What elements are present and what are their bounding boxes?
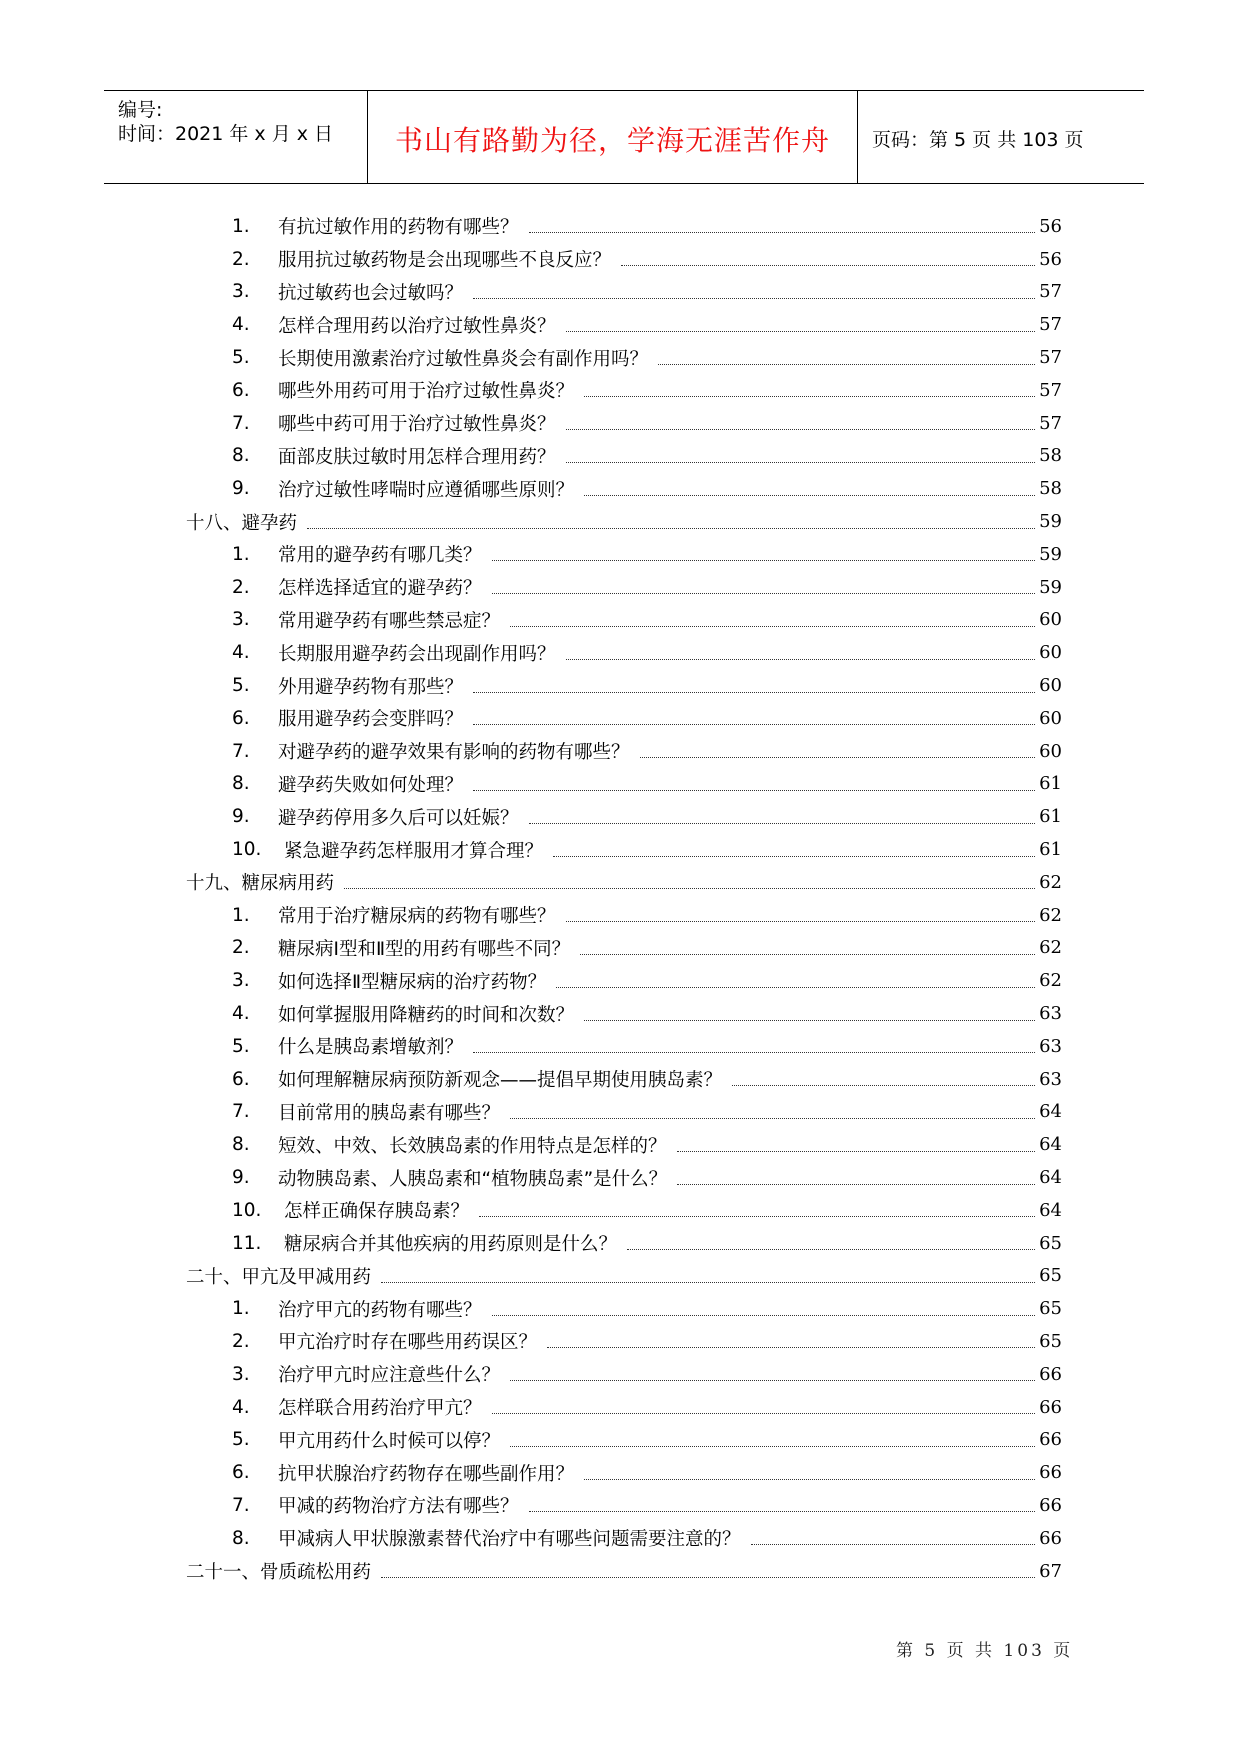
toc-leader-dots bbox=[677, 1150, 1036, 1152]
toc-page-number: 57 bbox=[1039, 314, 1062, 336]
toc-entry-number: 1. bbox=[232, 215, 250, 237]
toc-entry[interactable] bbox=[186, 636, 1062, 669]
toc-entry[interactable] bbox=[186, 341, 1062, 374]
toc-entry-title: 常用于治疗糖尿病的药物有哪些？ bbox=[278, 906, 556, 928]
document-time-label: 时间：2021 年 x 月 x 日 bbox=[118, 123, 334, 145]
toc-page-number: 59 bbox=[1039, 543, 1062, 565]
toc-entry[interactable] bbox=[186, 243, 1062, 276]
toc-leader-dots bbox=[381, 1281, 1035, 1283]
toc-entry[interactable] bbox=[186, 472, 1062, 505]
toc-entry[interactable] bbox=[186, 1161, 1062, 1194]
toc-entry[interactable] bbox=[186, 1128, 1062, 1161]
toc-section[interactable] bbox=[186, 1555, 1062, 1588]
toc-leader-dots bbox=[621, 264, 1035, 266]
toc-entry-number: 4. bbox=[232, 642, 250, 664]
toc-page-number: 62 bbox=[1039, 970, 1062, 992]
toc-entry[interactable] bbox=[186, 308, 1062, 341]
toc-entry[interactable] bbox=[186, 833, 1062, 866]
toc-leader-dots bbox=[627, 1248, 1035, 1250]
toc-leader-dots bbox=[566, 330, 1036, 332]
toc-leader-dots bbox=[584, 395, 1035, 397]
toc-entry-number: 8. bbox=[232, 1527, 250, 1549]
header-motto-cell bbox=[368, 91, 858, 183]
toc-entry[interactable] bbox=[186, 1325, 1062, 1358]
toc-entry-number: 4. bbox=[232, 1396, 250, 1418]
toc-entry[interactable] bbox=[186, 1522, 1062, 1555]
toc-entry[interactable] bbox=[186, 1358, 1062, 1391]
toc-entry-title: 服用避孕药会变胖吗？ bbox=[278, 709, 464, 731]
toc-page-number: 66 bbox=[1039, 1462, 1062, 1484]
toc-entry-title: 有抗过敏作用的药物有哪些？ bbox=[278, 217, 519, 239]
toc-entry[interactable] bbox=[186, 1292, 1062, 1325]
toc-entry-title: 避孕药停用多久后可以妊娠？ bbox=[278, 807, 519, 829]
toc-page-number: 63 bbox=[1039, 1035, 1062, 1057]
toc-page-number: 64 bbox=[1039, 1199, 1062, 1221]
toc-entry-number: 2. bbox=[232, 576, 250, 598]
toc-entry-number: 6. bbox=[232, 1462, 250, 1484]
toc-entry-number: 10. bbox=[232, 1199, 262, 1221]
toc-page-number: 57 bbox=[1039, 281, 1062, 303]
toc-entry-number: 3. bbox=[232, 281, 250, 303]
toc-entry-title: 如何选择Ⅱ型糖尿病的治疗药物？ bbox=[278, 971, 547, 993]
toc-entry-title: 十九、糖尿病用药 bbox=[186, 873, 335, 895]
toc-page-number: 58 bbox=[1039, 445, 1062, 467]
toc-page-number: 60 bbox=[1039, 740, 1062, 762]
toc-entry-number: 4. bbox=[232, 314, 250, 336]
toc-entry-title: 面部皮肤过敏时用怎样合理用药？ bbox=[278, 446, 556, 468]
toc-page-number: 58 bbox=[1039, 478, 1062, 500]
toc-entry[interactable] bbox=[186, 899, 1062, 932]
table-of-contents bbox=[186, 210, 1062, 1587]
toc-entry-title: 紧急避孕药怎样服用才算合理？ bbox=[284, 840, 544, 862]
toc-leader-dots bbox=[473, 691, 1035, 693]
toc-page-number: 60 bbox=[1039, 642, 1062, 664]
toc-page-number: 64 bbox=[1039, 1134, 1062, 1156]
toc-entry-title: 目前常用的胰岛素有哪些？ bbox=[278, 1102, 501, 1124]
toc-entry-title: 哪些中药可用于治疗过敏性鼻炎？ bbox=[278, 414, 556, 436]
toc-entry[interactable] bbox=[186, 538, 1062, 571]
toc-leader-dots bbox=[751, 1543, 1036, 1545]
page-header bbox=[104, 90, 1144, 184]
toc-entry[interactable] bbox=[186, 374, 1062, 407]
toc-entry-number: 8. bbox=[232, 445, 250, 467]
toc-page-number: 65 bbox=[1039, 1232, 1062, 1254]
header-page-cell bbox=[858, 91, 1144, 183]
toc-entry-number: 2. bbox=[232, 248, 250, 270]
toc-entry-title: 抗过敏药也会过敏吗？ bbox=[278, 282, 464, 304]
toc-entry[interactable] bbox=[186, 932, 1062, 965]
toc-page-number: 64 bbox=[1039, 1167, 1062, 1188]
toc-entry-number: 1. bbox=[232, 543, 250, 565]
toc-entry[interactable] bbox=[186, 276, 1062, 309]
toc-leader-dots bbox=[580, 953, 1035, 955]
toc-entry-title: 抗甲状腺治疗药物存在哪些副作用？ bbox=[278, 1463, 575, 1485]
toc-page-number: 66 bbox=[1039, 1527, 1062, 1549]
toc-page-number: 62 bbox=[1039, 871, 1062, 893]
toc-page-number: 65 bbox=[1039, 1298, 1062, 1320]
toc-entry-title: 甲亢治疗时存在哪些用药误区？ bbox=[278, 1332, 538, 1354]
toc-entry-number: 9. bbox=[232, 1167, 250, 1188]
toc-leader-dots bbox=[584, 1019, 1035, 1021]
toc-page-number: 63 bbox=[1039, 1003, 1062, 1025]
toc-page-number: 62 bbox=[1039, 937, 1062, 959]
toc-entry-number: 3. bbox=[232, 1363, 250, 1385]
toc-section[interactable] bbox=[186, 505, 1062, 538]
toc-entry[interactable] bbox=[186, 702, 1062, 735]
toc-leader-dots bbox=[553, 855, 1035, 857]
toc-leader-dots bbox=[584, 1478, 1035, 1480]
toc-leader-dots bbox=[473, 789, 1035, 791]
toc-page-number: 66 bbox=[1039, 1494, 1062, 1516]
toc-entry[interactable] bbox=[186, 440, 1062, 473]
toc-entry-number: 7. bbox=[232, 412, 250, 434]
toc-entry[interactable] bbox=[186, 571, 1062, 604]
toc-leader-dots bbox=[479, 1215, 1035, 1217]
toc-entry-title: 糖尿病Ⅰ型和Ⅱ型的用药有哪些不同？ bbox=[278, 938, 571, 960]
toc-entry-title: 二十一、骨质疏松用药 bbox=[186, 1562, 372, 1584]
toc-page-number: 59 bbox=[1039, 511, 1062, 533]
toc-leader-dots bbox=[492, 592, 1036, 594]
toc-entry-title: 动物胰岛素、人胰岛素和“植物胰岛素”是什么？ bbox=[278, 1168, 668, 1190]
toc-entry-number: 10. bbox=[232, 839, 262, 861]
toc-entry-number: 5. bbox=[232, 1035, 250, 1057]
toc-entry-number: 11. bbox=[232, 1232, 262, 1254]
toc-leader-dots bbox=[529, 822, 1036, 824]
toc-page-number: 66 bbox=[1039, 1396, 1062, 1418]
toc-leader-dots bbox=[307, 527, 1035, 529]
toc-entry-title: 避孕药失败如何处理？ bbox=[278, 774, 464, 796]
toc-entry[interactable] bbox=[186, 800, 1062, 833]
toc-entry-number: 5. bbox=[232, 347, 250, 369]
toc-page-number: 57 bbox=[1039, 412, 1062, 434]
toc-entry-title: 常用的避孕药有哪几类？ bbox=[278, 545, 482, 567]
toc-leader-dots bbox=[381, 1576, 1035, 1578]
toc-entry-title: 甲减的药物治疗方法有哪些？ bbox=[278, 1496, 519, 1518]
toc-leader-dots bbox=[556, 986, 1035, 988]
toc-entry-title: 常用避孕药有哪些禁忌症？ bbox=[278, 610, 501, 632]
toc-leader-dots bbox=[510, 1379, 1035, 1381]
toc-entry[interactable] bbox=[186, 964, 1062, 997]
toc-entry-title: 二十、甲亢及甲减用药 bbox=[186, 1266, 372, 1288]
toc-entry-number: 2. bbox=[232, 1330, 250, 1352]
toc-entry[interactable] bbox=[186, 735, 1062, 768]
toc-entry-title: 怎样正确保存胰岛素？ bbox=[284, 1201, 470, 1223]
toc-page-number: 59 bbox=[1039, 576, 1062, 598]
toc-entry[interactable] bbox=[186, 1030, 1062, 1063]
toc-entry[interactable] bbox=[186, 1489, 1062, 1522]
toc-entry[interactable] bbox=[186, 1227, 1062, 1260]
toc-leader-dots bbox=[473, 297, 1035, 299]
toc-leader-dots bbox=[529, 1510, 1036, 1512]
toc-entry-title: 短效、中效、长效胰岛素的作用特点是怎样的？ bbox=[278, 1135, 667, 1157]
toc-entry[interactable] bbox=[186, 407, 1062, 440]
toc-entry[interactable] bbox=[186, 669, 1062, 702]
toc-leader-dots bbox=[529, 231, 1036, 233]
toc-entry[interactable] bbox=[186, 1194, 1062, 1227]
toc-leader-dots bbox=[547, 1346, 1035, 1348]
toc-page-number: 65 bbox=[1039, 1265, 1062, 1287]
toc-entry-title: 怎样选择适宜的避孕药？ bbox=[278, 578, 482, 600]
toc-leader-dots bbox=[732, 1084, 1035, 1086]
toc-entry-number: 8. bbox=[232, 1134, 250, 1156]
toc-leader-dots bbox=[510, 1445, 1035, 1447]
toc-leader-dots bbox=[566, 461, 1036, 463]
toc-entry-title: 糖尿病合并其他疾病的用药原则是什么？ bbox=[284, 1234, 618, 1256]
toc-page-number: 65 bbox=[1039, 1330, 1062, 1352]
toc-entry[interactable] bbox=[186, 1456, 1062, 1489]
toc-entry-title: 甲减病人甲状腺激素替代治疗中有哪些问题需要注意的？ bbox=[278, 1529, 741, 1551]
toc-leader-dots bbox=[640, 756, 1036, 758]
toc-entry-number: 2. bbox=[232, 937, 250, 959]
toc-entry-title: 长期使用激素治疗过敏性鼻炎会有副作用吗？ bbox=[278, 348, 649, 370]
toc-leader-dots bbox=[510, 1117, 1035, 1119]
toc-entry-title: 长期服用避孕药会出现副作用吗？ bbox=[278, 643, 556, 665]
toc-entry-title: 甲亢用药什么时候可以停？ bbox=[278, 1430, 501, 1452]
toc-page-number: 61 bbox=[1039, 773, 1062, 795]
toc-leader-dots bbox=[492, 559, 1036, 561]
toc-entry-number: 7. bbox=[232, 740, 250, 762]
toc-entry-title: 治疗过敏性哮喘时应遵循哪些原则？ bbox=[278, 479, 575, 501]
toc-entry-title: 什么是胰岛素增敏剂？ bbox=[278, 1037, 464, 1059]
toc-entry[interactable] bbox=[186, 1391, 1062, 1424]
toc-leader-dots bbox=[566, 920, 1036, 922]
toc-page-number: 63 bbox=[1039, 1068, 1062, 1090]
toc-entry-number: 6. bbox=[232, 379, 250, 401]
toc-leader-dots bbox=[658, 363, 1035, 365]
toc-leader-dots bbox=[473, 1051, 1035, 1053]
toc-leader-dots bbox=[566, 658, 1036, 660]
toc-page-number: 56 bbox=[1039, 215, 1062, 237]
toc-entry-title: 外用避孕药物有那些？ bbox=[278, 676, 464, 698]
toc-entry-title: 治疗甲亢的药物有哪些？ bbox=[278, 1299, 482, 1321]
toc-leader-dots bbox=[584, 494, 1035, 496]
toc-entry[interactable] bbox=[186, 768, 1062, 801]
toc-page-number: 62 bbox=[1039, 904, 1062, 926]
toc-entry-number: 3. bbox=[232, 970, 250, 992]
toc-entry-number: 8. bbox=[232, 773, 250, 795]
header-info-cell bbox=[104, 91, 368, 183]
toc-section[interactable] bbox=[186, 1260, 1062, 1293]
toc-entry-title: 如何掌握服用降糖药的时间和次数？ bbox=[278, 1004, 575, 1026]
toc-page-number: 60 bbox=[1039, 609, 1062, 631]
toc-entry-number: 9. bbox=[232, 478, 250, 500]
toc-leader-dots bbox=[566, 428, 1036, 430]
toc-entry-title: 如何理解糖尿病预防新观念——提倡早期使用胰岛素？ bbox=[278, 1070, 723, 1092]
toc-page-number: 60 bbox=[1039, 707, 1062, 729]
toc-entry[interactable] bbox=[186, 1063, 1062, 1096]
toc-entry[interactable] bbox=[186, 997, 1062, 1030]
page-footer: 第 5 页 共 103 页 bbox=[896, 1641, 1074, 1661]
toc-entry-number: 7. bbox=[232, 1101, 250, 1123]
toc-entry-number: 1. bbox=[232, 1298, 250, 1320]
toc-entry[interactable] bbox=[186, 1423, 1062, 1456]
toc-entry[interactable] bbox=[186, 604, 1062, 637]
toc-entry-number: 9. bbox=[232, 806, 250, 828]
toc-entry-title: 十八、避孕药 bbox=[186, 512, 298, 534]
toc-entry-number: 6. bbox=[232, 1068, 250, 1090]
toc-page-number: 66 bbox=[1039, 1429, 1062, 1451]
document-id-label: 编号: bbox=[118, 99, 163, 121]
toc-page-number: 66 bbox=[1039, 1363, 1062, 1385]
toc-entry-title: 对避孕药的避孕效果有影响的药物有哪些？ bbox=[278, 742, 630, 764]
toc-entry-number: 5. bbox=[232, 1429, 250, 1451]
toc-entry-title: 怎样联合用药治疗甲亢？ bbox=[278, 1398, 482, 1420]
toc-section[interactable] bbox=[186, 866, 1062, 899]
toc-page-number: 61 bbox=[1039, 806, 1062, 828]
toc-entry-number: 4. bbox=[232, 1003, 250, 1025]
toc-page-number: 61 bbox=[1039, 839, 1062, 861]
toc-entry[interactable] bbox=[186, 210, 1062, 243]
toc-page-number: 57 bbox=[1039, 347, 1062, 369]
toc-entry-title: 哪些外用药可用于治疗过敏性鼻炎？ bbox=[278, 381, 575, 403]
toc-leader-dots bbox=[510, 625, 1035, 627]
header-page-number: 页码：第 5 页 共 103 页 bbox=[872, 129, 1084, 151]
toc-leader-dots bbox=[492, 1314, 1036, 1316]
toc-page-number: 67 bbox=[1039, 1560, 1062, 1582]
toc-leader-dots bbox=[677, 1183, 1035, 1185]
toc-entry-title: 服用抗过敏药物是会出现哪些不良反应？ bbox=[278, 250, 612, 272]
header-motto: 书山有路勤为径，学海无涯苦作舟 bbox=[394, 124, 830, 157]
toc-entry-number: 1. bbox=[232, 904, 250, 926]
toc-entry-title: 怎样合理用药以治疗过敏性鼻炎？ bbox=[278, 315, 556, 337]
toc-leader-dots bbox=[492, 1412, 1036, 1414]
toc-entry[interactable] bbox=[186, 1096, 1062, 1129]
toc-page-number: 60 bbox=[1039, 675, 1062, 697]
toc-entry-number: 6. bbox=[232, 707, 250, 729]
toc-entry-number: 7. bbox=[232, 1494, 250, 1516]
toc-entry-title: 治疗甲亢时应注意些什么？ bbox=[278, 1365, 501, 1387]
toc-page-number: 57 bbox=[1039, 379, 1062, 401]
toc-leader-dots bbox=[344, 887, 1035, 889]
toc-page-number: 56 bbox=[1039, 248, 1062, 270]
toc-entry-number: 3. bbox=[232, 609, 250, 631]
toc-leader-dots bbox=[473, 723, 1035, 725]
toc-entry-number: 5. bbox=[232, 675, 250, 697]
toc-page-number: 64 bbox=[1039, 1101, 1062, 1123]
